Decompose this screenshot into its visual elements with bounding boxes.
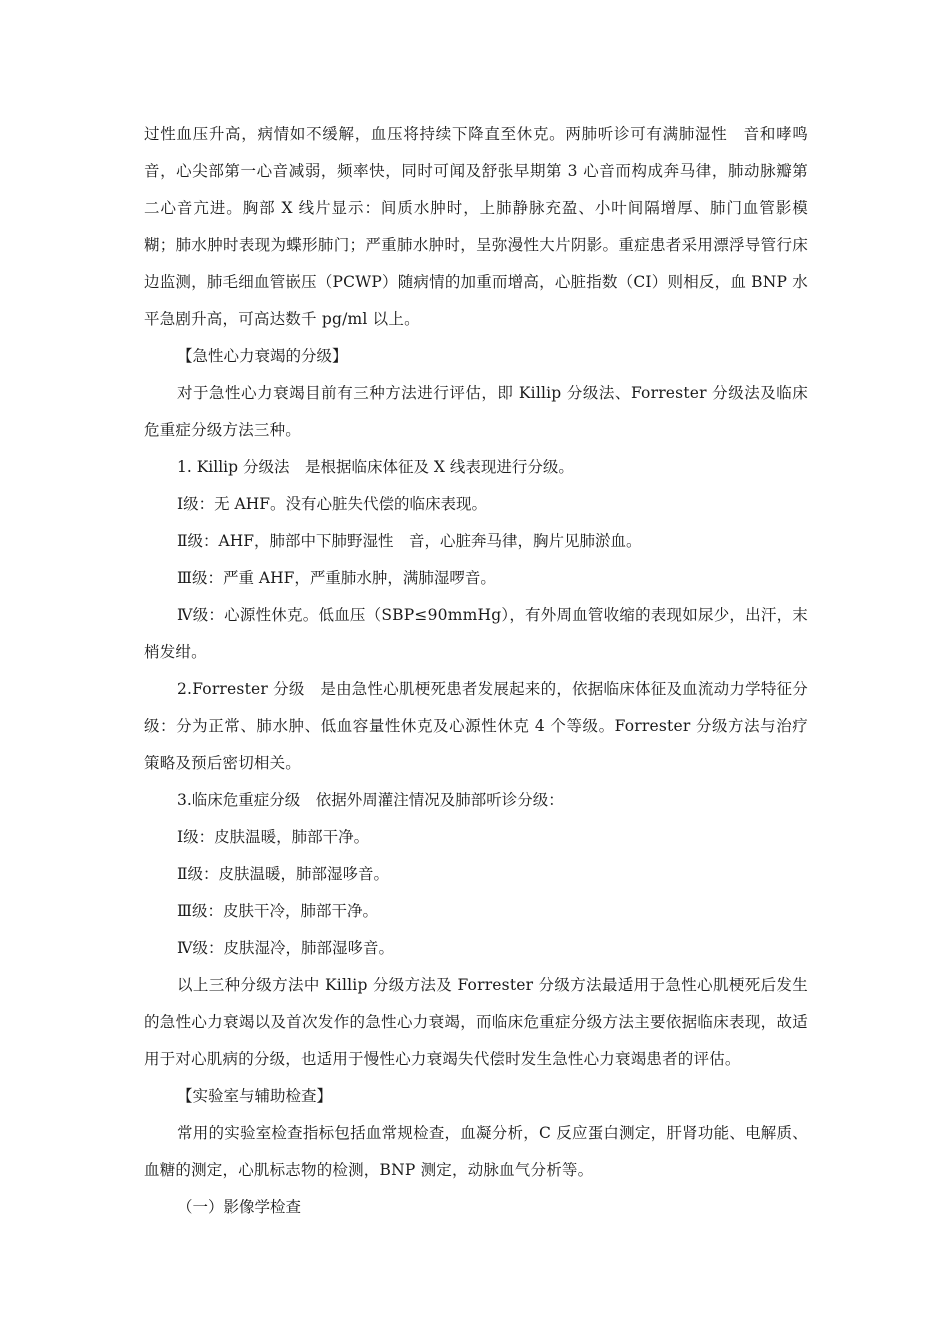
section-heading-lab: 【实验室与辅助检查】	[177, 1087, 333, 1105]
subsection-heading-imaging: （一）影像学检查	[177, 1198, 302, 1216]
document-page	[144, 116, 808, 1226]
killip-title: 1. Killip 分级法 是根据临床体征及 X 线表现进行分级。	[177, 458, 574, 476]
clinical-grading-title: 3.临床危重症分级 依据外周灌注情况及肺部听诊分级：	[177, 791, 564, 809]
clinical-grade-1: Ⅰ级：皮肤温暖，肺部干净。	[177, 828, 370, 846]
killip-grade-2: Ⅱ级：AHF，肺部中下肺野湿性 音，心脏奔马律，胸片见肺淤血。	[177, 532, 642, 550]
killip-grade-3: Ⅲ级：严重 AHF，严重肺水肿，满肺湿啰音。	[177, 569, 496, 587]
clinical-grade-2: Ⅱ级：皮肤温暖，肺部湿哆音。	[177, 865, 390, 883]
paragraph-grading-intro: 对于急性心力衰竭目前有三种方法进行评估，即 Killip 分级法、Forrester 分级法及临床危重症分级方法三种。	[144, 384, 808, 439]
forrester-paragraph: 2.Forrester 分级 是由急性心肌梗死患者发展起来的，依据临床体征及血流动力学特征分级：分为正常、肺水肿、低血容量性休克及心源性休克 4 个等级。Forrester 分级方法与治疗策略及预后密切相关。	[144, 680, 808, 772]
section-heading-grading: 【急性心力衰竭的分级】	[177, 347, 348, 365]
killip-grade-1: Ⅰ级：无 AHF。没有心脏失代偿的临床表现。	[177, 495, 488, 513]
paragraph-clinical-signs: 过性血压升高，病情如不缓解，血压将持续下降直至休克。两肺听诊可有满肺湿性 音和哮鸣音，心尖部第一心音减弱，频率快，同时可闻及舒张早期第 3 心音而构成奔马律，肺动脉瓣第二心音亢进。胸部 X 线片显示：间质水肿时，上肺静脉充盈、小叶间隔增厚、肺门血管影模糊；肺水肿时表现为蝶形肺门；严重肺水肿时，呈弥漫性大片阴影。重症患者采用漂浮导管行床边监测，肺毛细血管嵌压（PCWP）随病情的加重而增高，心脏指数（CI）则相反，血 BNP 水平急剧升高，可高达数千 pg/ml 以上。	[144, 125, 808, 328]
paragraph-grading-summary: 以上三种分级方法中 Killip 分级方法及 Forrester 分级方法最适用于急性心肌梗死后发生的急性心力衰竭以及首次发作的急性心力衰竭，而临床危重症分级方法主要依据临床表现，故适用于对心肌病的分级，也适用于慢性心力衰竭失代偿时发生急性心力衰竭患者的评估。	[144, 976, 808, 1068]
clinical-grade-4: Ⅳ级：皮肤湿冷，肺部湿哆音。	[177, 939, 394, 957]
clinical-grade-3: Ⅲ级：皮肤干冷，肺部干净。	[177, 902, 378, 920]
paragraph-lab-tests: 常用的实验室检查指标包括血常规检查，血凝分析，C 反应蛋白测定，肝肾功能、电解质、血糖的测定，心肌标志物的检测，BNP 测定，动脉血气分析等。	[144, 1124, 808, 1179]
killip-grade-4: Ⅳ级：心源性休克。低血压（SBP≤90mmHg），有外周血管收缩的表现如尿少，出汗，末梢发绀。	[144, 606, 808, 661]
